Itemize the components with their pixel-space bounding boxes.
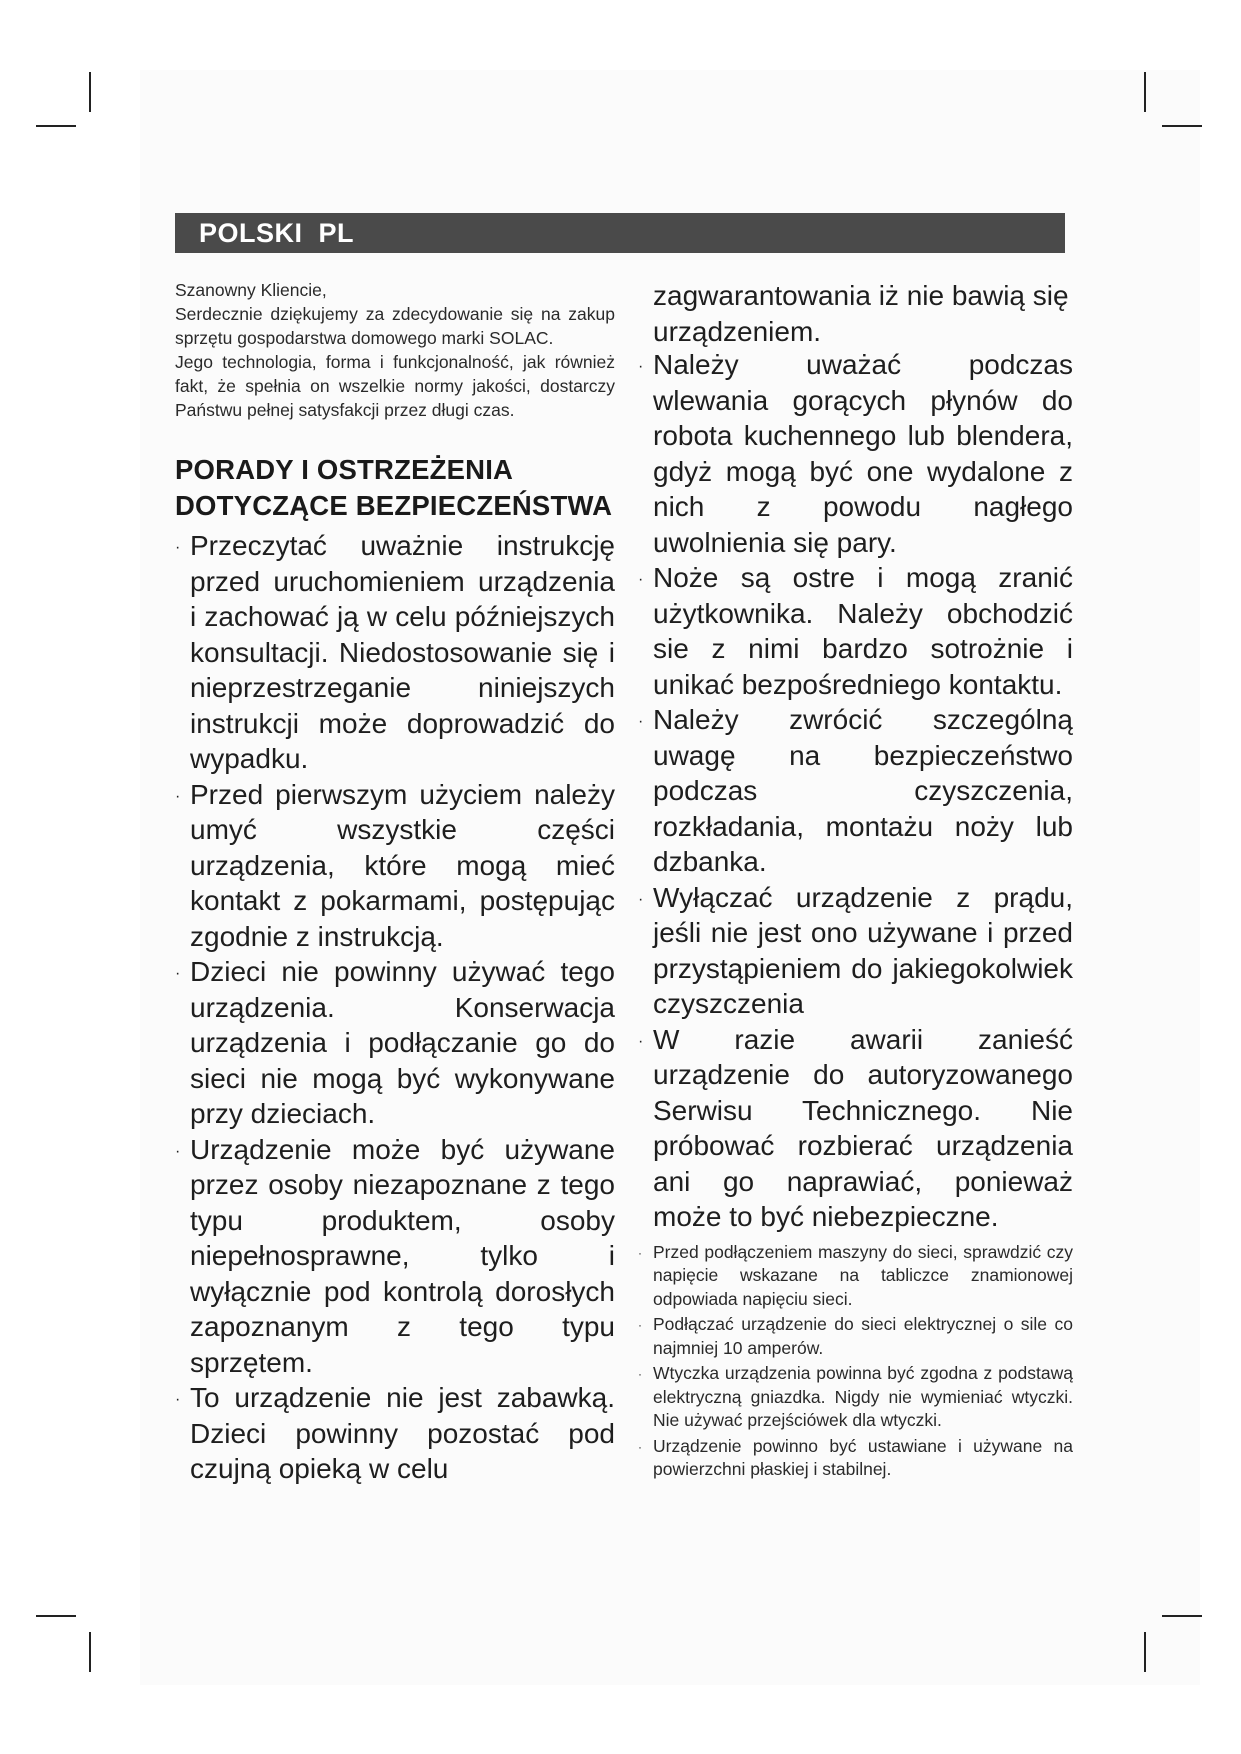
list-item-text: Przed podłączeniem maszyny do sieci, sprawdzić czy napięcie wskazane na tabliczce znamionowej odpowiada napięciu sieci. [653, 1241, 1073, 1309]
bullet-icon: · [638, 358, 644, 375]
list-item-text: Noże są ostre i mogą zranić użytkownika. Należy obchodzić sie z nimi bardzo sotrożnie i unikać bezpośredniego kontaktu. [653, 562, 1073, 700]
safety-section-title: PORADY I OSTRZEŻENIA DOTYCZĄCE BEZPIECZEŃSTWA [175, 454, 613, 521]
list-item [175, 1380, 615, 1487]
list-item-text: Przed pierwszym użyciem należy umyć wszystkie części urządzenia, które mogą mieć kontakt z pokarmami, postępując zgodnie z instrukcją. [190, 778, 615, 952]
crop-mark-bottom-right-horizontal [1162, 1615, 1202, 1617]
list-item [638, 880, 1073, 1022]
list-item [638, 1022, 1073, 1235]
bullet-icon: · [175, 787, 181, 805]
bullet-icon: · [638, 1439, 642, 1454]
left-column [175, 278, 615, 1487]
language-header-bar [175, 213, 1065, 253]
bullet-icon: · [638, 1318, 642, 1332]
crop-mark-top-right-horizontal [1162, 125, 1202, 127]
crop-mark-bottom-left-horizontal [36, 1615, 76, 1617]
bullet-icon: · [638, 571, 644, 588]
list-item [638, 347, 1073, 560]
list-item-text: Podłączać urządzenie do sieci elektrycznej o sile co najmniej 10 amperów. [653, 1314, 1073, 1358]
bullet-icon: · [638, 1367, 642, 1381]
safety-list-right [638, 347, 1073, 1235]
list-item [638, 560, 1073, 702]
list-item-text: Wtyczka urządzenia powinna być zgodna z podstawą elektryczną gniazdka. Nigdy nie wymieniać wtyczki. Nie używać przejściówek dla wtyczki. [653, 1363, 1073, 1430]
list-item-text: Dzieci nie powinny używać tego urządzenia. Konserwacja urządzenia i podłączanie go do sieci nie mogą być wykonywane przy dzieciach. [190, 956, 615, 1129]
crop-mark-top-left-vertical [89, 72, 91, 112]
list-item-text: Urządzenie może być używane przez osoby niezapoznane z tego typu produktem, osoby niepełnosprawne, tylko i wyłącznie pod kontrolą dorosłych zapoznanym z tego typu sprzętem. [190, 1133, 615, 1378]
list-item [638, 1362, 1073, 1433]
intro-paragraph-1: Serdecznie dziękujemy za zdecydowanie się na zakup sprzętu gospodarstwa domowego marki SOLAC. [175, 304, 615, 348]
safety-list-left [175, 528, 615, 1487]
right-column [638, 278, 1073, 1484]
bullet-icon: · [638, 890, 644, 908]
list-item-text: Należy uważać podczas wlewania gorących płynów do robota kuchennego lub blendera, gdyż mogą być one wydalone z nich z powodu nagłego uwolnienia się pary. [653, 349, 1073, 558]
list-item-text: Przeczytać uważnie instrukcję przed uruchomieniem urządzenia i zachować ją w celu późniejszych konsultacji. Niedostosowanie się i nieprzestrzeganie niniejszych instrukcji może doprowadzić do wypadku. [190, 530, 615, 774]
list-item [638, 1435, 1073, 1482]
continued-item-text: zagwarantowania iż nie bawią się urządzeniem. [653, 280, 1069, 347]
list-item-text: W razie awarii zanieść urządzenie do autoryzowanego Serwisu Technicznego. Nie próbować rozbierać urządzenia ani go naprawiać, ponieważ może to być niebezpieczne. [653, 1023, 1073, 1232]
language-header-title: POLSKI PL [199, 218, 355, 248]
list-item [638, 1313, 1073, 1360]
intro-greeting: Szanowny Kliencie, [175, 280, 327, 300]
bullet-icon: · [638, 1245, 642, 1260]
bullet-icon: · [638, 713, 644, 730]
crop-mark-bottom-left-vertical [89, 1632, 91, 1672]
list-item-text: Wyłączać urządzenie z prądu, jeśli nie jest ono używane i przed przystąpieniem do jakiegokolwiek czyszczenia [653, 881, 1073, 1019]
list-item [175, 528, 615, 777]
bullet-icon: · [638, 1032, 644, 1050]
list-item-text: Urządzenie powinno być ustawiane i używane na powierzchni płaskiej i stabilnej. [653, 1435, 1073, 1479]
bullet-icon: · [175, 1142, 181, 1160]
intro-text [175, 278, 615, 422]
bullet-icon: · [175, 539, 181, 556]
list-item [638, 702, 1073, 880]
bullet-icon: · [175, 965, 181, 982]
list-item-text: Należy zwrócić szczególną uwagę na bezpieczeństwo podczas czyszczenia, rozkładania, montażu noży lub dzbanka. [653, 704, 1073, 877]
electrical-safety-list [638, 1241, 1073, 1482]
list-item [175, 1132, 615, 1381]
list-item-text: To urządzenie nie jest zabawką. Dzieci powinny pozostać pod czujną opieką w celu [190, 1382, 615, 1484]
intro-paragraph-2: Jego technologia, forma i funkcjonalność, jak również fakt, że spełnia on wszelkie normy jakości, dostarczy Państwu pełnej satysfakcji przez długi czas. [175, 352, 615, 420]
list-item [638, 1241, 1073, 1312]
bullet-icon: · [175, 1391, 181, 1408]
list-item [175, 954, 615, 1132]
crop-mark-top-left-horizontal [36, 125, 76, 127]
crop-mark-top-right-vertical [1144, 72, 1146, 112]
crop-mark-bottom-right-vertical [1144, 1632, 1146, 1672]
list-item [175, 777, 615, 955]
